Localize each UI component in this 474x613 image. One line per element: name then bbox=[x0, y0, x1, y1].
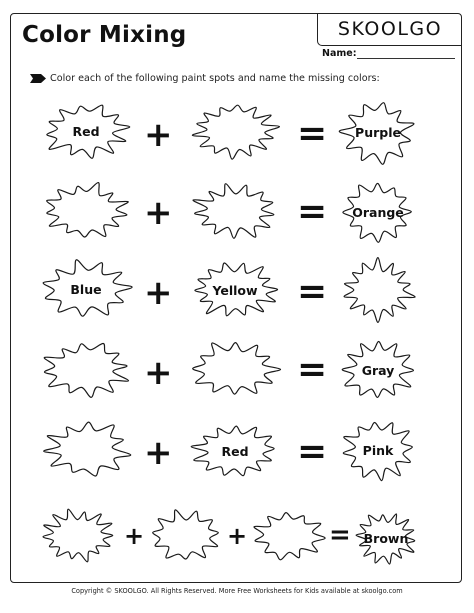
paint-spot-label: Purple bbox=[355, 124, 401, 140]
paint-spot-shape bbox=[36, 416, 136, 482]
brand-box bbox=[317, 13, 462, 46]
arrow-flag-icon bbox=[30, 74, 46, 83]
paint-spot-shape bbox=[246, 505, 330, 567]
paint-spot[interactable] bbox=[185, 98, 285, 164]
plus-sign: + bbox=[144, 353, 173, 393]
splat-outline bbox=[47, 183, 128, 237]
equals-sign: = bbox=[297, 191, 328, 232]
splat-outline bbox=[193, 184, 274, 239]
paint-spot-shape bbox=[185, 98, 285, 164]
equals-sign: = bbox=[297, 113, 328, 154]
name-label: Name: bbox=[322, 48, 357, 59]
splat-outline bbox=[193, 343, 281, 395]
splat-outline bbox=[153, 510, 219, 559]
paint-spot[interactable] bbox=[350, 508, 422, 568]
paint-spot-shape bbox=[336, 254, 420, 326]
copyright-footer: Copyright © SKOOLGO. All Rights Reserved. More Free Worksheets for Kids available at skoolgo.com bbox=[71, 587, 403, 595]
paint-spot[interactable] bbox=[336, 414, 420, 486]
paint-spot[interactable] bbox=[144, 505, 228, 567]
paint-spot[interactable] bbox=[185, 418, 285, 484]
paint-spot[interactable] bbox=[36, 416, 136, 482]
paint-spot-label: Orange bbox=[352, 204, 404, 220]
paint-spot[interactable] bbox=[336, 176, 420, 248]
paint-spot[interactable] bbox=[185, 336, 285, 402]
paint-spot[interactable] bbox=[336, 254, 420, 326]
paint-spot[interactable] bbox=[336, 334, 420, 406]
plus-sign: + bbox=[144, 115, 173, 155]
plus-sign: + bbox=[227, 522, 248, 550]
paint-spot-shape bbox=[36, 505, 120, 567]
page-title: Color Mixing bbox=[22, 22, 187, 48]
paint-spot[interactable] bbox=[36, 98, 136, 164]
splat-outline bbox=[192, 105, 279, 159]
plus-sign: + bbox=[144, 273, 173, 313]
paint-spot[interactable] bbox=[36, 256, 136, 322]
splat-outline bbox=[44, 422, 131, 476]
paint-spot-shape bbox=[185, 336, 285, 402]
plus-sign: + bbox=[144, 433, 173, 473]
paint-spot-shape bbox=[36, 336, 136, 402]
paint-spot-shape bbox=[36, 178, 136, 244]
paint-spot[interactable] bbox=[246, 505, 330, 567]
paint-spot[interactable] bbox=[185, 178, 285, 244]
splat-outline bbox=[43, 509, 113, 562]
instruction-text: Color each of the following paint spots and name the missing colors: bbox=[50, 73, 380, 84]
paint-spot-shape bbox=[185, 178, 285, 244]
splat-outline bbox=[254, 513, 325, 560]
paint-spot[interactable] bbox=[36, 505, 120, 567]
equals-sign: = bbox=[297, 431, 328, 472]
paint-spot-shape bbox=[144, 505, 228, 567]
equals-sign: = bbox=[297, 349, 328, 390]
paint-spot-label: Yellow bbox=[212, 282, 258, 298]
paint-spot-label: Red bbox=[72, 123, 100, 139]
plus-sign: + bbox=[124, 522, 145, 550]
paint-spot-label: Brown bbox=[363, 530, 409, 546]
paint-spot-label: Gray bbox=[361, 362, 395, 378]
name-field[interactable] bbox=[357, 58, 455, 59]
brand-logo: SKOOLGO bbox=[337, 18, 443, 40]
paint-spot[interactable] bbox=[36, 336, 136, 402]
paint-spot-label: Blue bbox=[70, 281, 102, 297]
splat-outline bbox=[44, 343, 128, 397]
paint-spot[interactable] bbox=[336, 96, 420, 168]
paint-spot[interactable] bbox=[185, 257, 285, 323]
paint-spot-label: Pink bbox=[362, 442, 394, 458]
paint-spot[interactable] bbox=[36, 178, 136, 244]
paint-spot-label: Red bbox=[221, 443, 249, 459]
splat-outline bbox=[344, 258, 415, 323]
plus-sign: + bbox=[144, 193, 173, 233]
equals-sign: = bbox=[297, 271, 328, 312]
equals-sign: = bbox=[329, 520, 351, 550]
